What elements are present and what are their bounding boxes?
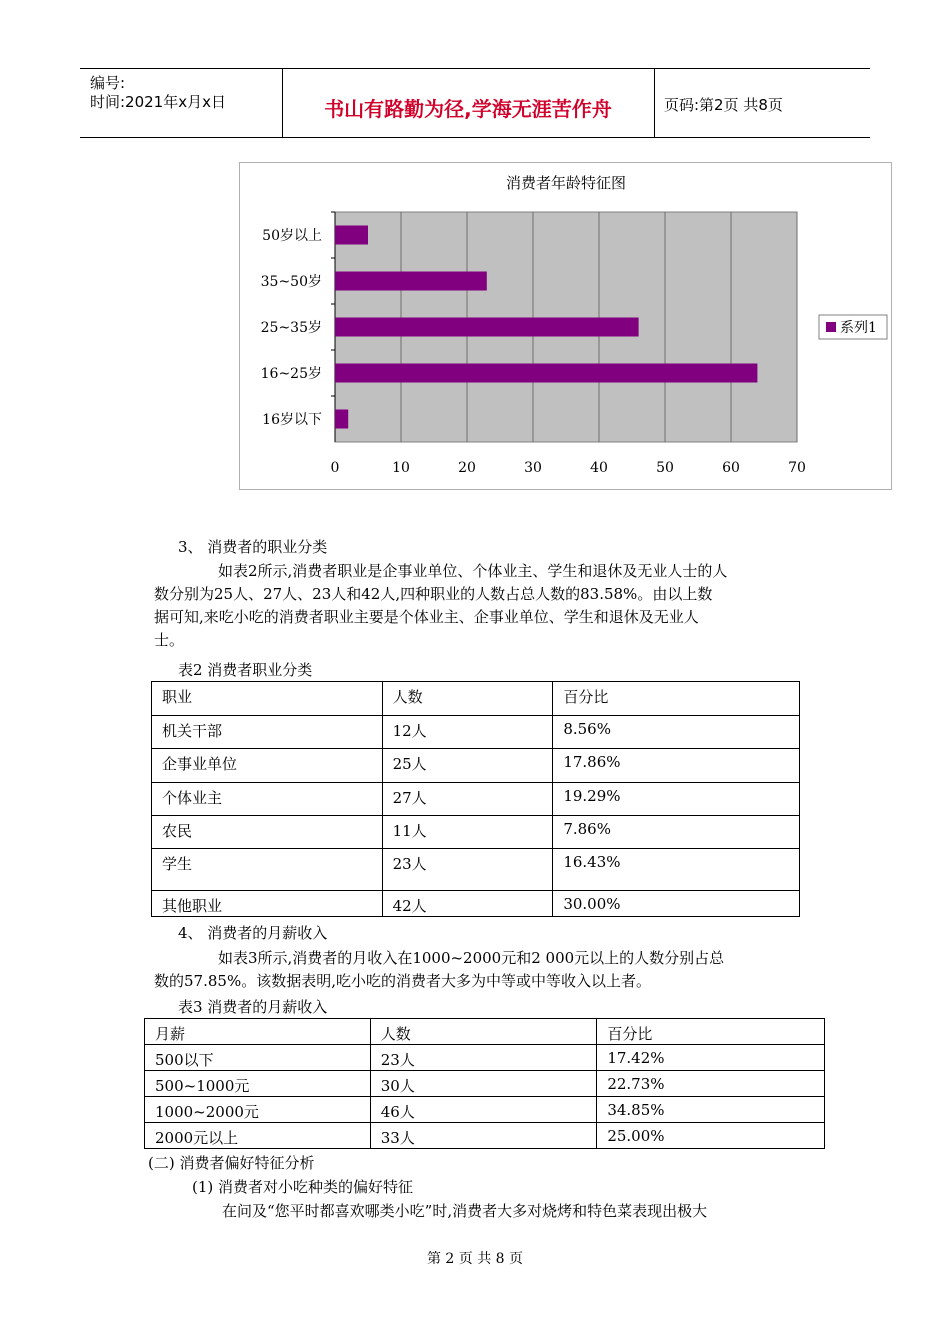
table3-caption: 表3 消费者的月薪收入 bbox=[178, 998, 328, 1016]
table-cell: 25.00% bbox=[597, 1123, 825, 1149]
table-header-cell: 百分比 bbox=[553, 682, 800, 716]
section3-paragraph bbox=[154, 560, 814, 652]
table-cell: 11人 bbox=[382, 816, 553, 849]
income-table bbox=[144, 1018, 825, 1149]
part2-heading: (二) 消费者偏好特征分析 bbox=[148, 1154, 315, 1172]
x-tick-label: 50 bbox=[656, 460, 674, 476]
table-cell: 其他职业 bbox=[152, 891, 383, 917]
table-cell: 23人 bbox=[370, 1045, 597, 1071]
table-row bbox=[152, 891, 800, 917]
table-cell: 17.42% bbox=[597, 1045, 825, 1071]
paragraph-line: 数分别为25人、27人、23人和42人,四种职业的人数占总人数的83.58%。由以上数 bbox=[154, 585, 713, 603]
bar bbox=[335, 226, 368, 245]
table-cell: 1000~2000元 bbox=[145, 1097, 371, 1123]
table-cell: 2000元以上 bbox=[145, 1123, 371, 1149]
chart-title: 消费者年龄特征图 bbox=[505, 174, 627, 192]
paragraph-line: 如表3所示,消费者的月收入在1000~2000元和2 000元以上的人数分别占总 bbox=[218, 949, 725, 967]
table-cell: 机关干部 bbox=[152, 716, 383, 749]
table-cell: 19.29% bbox=[553, 783, 800, 816]
table-header-cell: 月薪 bbox=[145, 1019, 371, 1045]
header-motto-cell bbox=[282, 69, 655, 137]
table-cell: 8.56% bbox=[553, 716, 800, 749]
table-cell: 25人 bbox=[382, 749, 553, 783]
table-cell: 30人 bbox=[370, 1071, 597, 1097]
table-cell: 7.86% bbox=[553, 816, 800, 849]
x-tick-label: 70 bbox=[788, 460, 806, 476]
table-cell: 500以下 bbox=[145, 1045, 371, 1071]
page-footer: 第 2 页 共 8 页 bbox=[426, 1251, 524, 1267]
y-category-label: 16~25岁 bbox=[260, 366, 322, 382]
bar bbox=[335, 410, 348, 429]
table-row bbox=[152, 749, 800, 783]
table-cell: 500~1000元 bbox=[145, 1071, 371, 1097]
table-header-cell: 职业 bbox=[152, 682, 383, 716]
section4-heading: 4、 消费者的月薪收入 bbox=[178, 924, 328, 942]
paragraph-line: 数的57.85%。该数据表明,吃小吃的消费者大多为中等或中等收入以上者。 bbox=[154, 972, 651, 990]
table-row bbox=[145, 1097, 825, 1123]
table-header-cell: 人数 bbox=[382, 682, 553, 716]
table-cell: 个体业主 bbox=[152, 783, 383, 816]
table-row bbox=[152, 816, 800, 849]
table-cell: 企事业单位 bbox=[152, 749, 383, 783]
table-header-cell: 百分比 bbox=[597, 1019, 825, 1045]
table-row bbox=[145, 1045, 825, 1071]
paragraph-line: 士。 bbox=[154, 631, 185, 649]
table-row bbox=[152, 849, 800, 891]
table-cell: 学生 bbox=[152, 849, 383, 891]
table-row bbox=[152, 783, 800, 816]
x-tick-label: 40 bbox=[590, 460, 608, 476]
x-tick-label: 0 bbox=[330, 460, 340, 476]
occupation-table bbox=[151, 681, 800, 917]
table-header-row bbox=[152, 682, 800, 716]
table-cell: 22.73% bbox=[597, 1071, 825, 1097]
page-label: 页码:第2页 共8页 bbox=[664, 96, 783, 114]
date-label: 时间:2021年x月x日 bbox=[90, 93, 226, 111]
part2-subheading: (1) 消费者对小吃种类的偏好特征 bbox=[192, 1178, 414, 1196]
table-cell: 17.86% bbox=[553, 749, 800, 783]
header-page-cell bbox=[654, 69, 870, 137]
motto: 书山有路勤为径,学海无涯苦作舟 bbox=[324, 97, 612, 121]
table-row bbox=[145, 1123, 825, 1149]
x-tick-label: 60 bbox=[722, 460, 740, 476]
table-header-row bbox=[145, 1019, 825, 1045]
legend-swatch bbox=[826, 322, 836, 332]
table-cell: 12人 bbox=[382, 716, 553, 749]
table-header-cell: 人数 bbox=[370, 1019, 597, 1045]
table-row bbox=[145, 1071, 825, 1097]
table-cell: 农民 bbox=[152, 816, 383, 849]
age-chart-svg bbox=[240, 163, 891, 489]
y-category-label: 35~50岁 bbox=[260, 274, 322, 290]
table-cell: 34.85% bbox=[597, 1097, 825, 1123]
x-tick-label: 10 bbox=[392, 460, 410, 476]
x-tick-label: 30 bbox=[524, 460, 542, 476]
paragraph-line: 据可知,来吃小吃的消费者职业主要是个体业主、企事业单位、学生和退休及无业人 bbox=[154, 608, 699, 626]
table-cell: 23人 bbox=[382, 849, 553, 891]
bar bbox=[335, 364, 757, 383]
number-label: 编号: bbox=[90, 74, 126, 92]
y-category-label: 16岁以下 bbox=[262, 412, 322, 428]
table-cell: 33人 bbox=[370, 1123, 597, 1149]
header-meta-cell bbox=[80, 69, 283, 137]
table-cell: 16.43% bbox=[553, 849, 800, 891]
y-category-label: 50岁以上 bbox=[262, 228, 322, 244]
table-cell: 42人 bbox=[382, 891, 553, 917]
bar bbox=[335, 318, 639, 337]
table-row bbox=[152, 716, 800, 749]
page-header bbox=[80, 68, 870, 138]
table2-caption: 表2 消费者职业分类 bbox=[178, 661, 313, 679]
table-cell: 27人 bbox=[382, 783, 553, 816]
part2-paragraph: 在问及“您平时都喜欢哪类小吃”时,消费者大多对烧烤和特色菜表现出极大 bbox=[222, 1202, 708, 1220]
bar bbox=[335, 272, 487, 291]
table-cell: 46人 bbox=[370, 1097, 597, 1123]
y-category-label: 25~35岁 bbox=[260, 320, 322, 336]
section3-heading: 3、 消费者的职业分类 bbox=[178, 538, 328, 556]
age-chart bbox=[239, 162, 892, 490]
paragraph-line: 如表2所示,消费者职业是企事业单位、个体业主、学生和退休及无业人士的人 bbox=[218, 562, 728, 580]
legend-label: 系列1 bbox=[840, 320, 877, 336]
table-cell: 30.00% bbox=[553, 891, 800, 917]
x-tick-label: 20 bbox=[458, 460, 476, 476]
section4-paragraph bbox=[154, 947, 814, 993]
